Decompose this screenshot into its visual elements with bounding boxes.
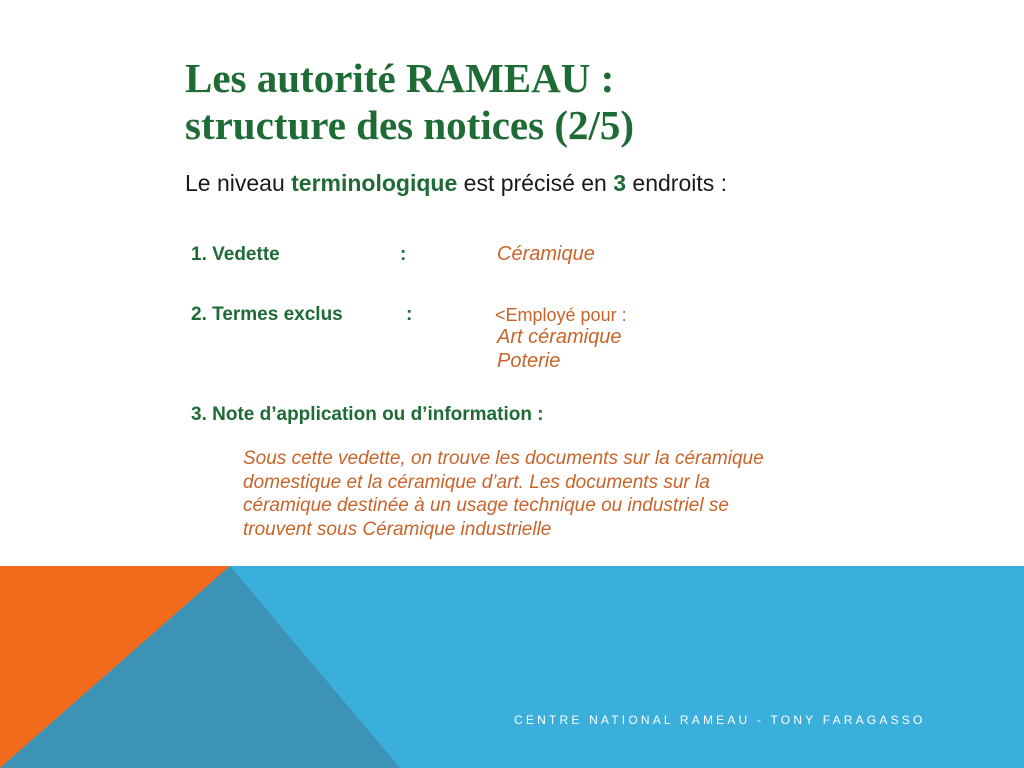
intro-count: 3 xyxy=(613,170,627,196)
termes-exclus-value-2: Poterie xyxy=(497,350,561,372)
decorative-triangles xyxy=(0,566,1024,768)
note-line: domestique et la céramique d’art. Les documents sur la xyxy=(243,471,710,493)
intro-part-3: endroits : xyxy=(626,170,728,196)
title-line-1: Les autorité RAMEAU : xyxy=(185,55,615,101)
note-text xyxy=(243,447,863,541)
vedette-value: Céramique xyxy=(497,243,595,265)
note-line: céramique destinée à un usage technique ou industriel se xyxy=(243,495,729,516)
note-label: 3. Note d’application ou d’information : xyxy=(191,404,544,425)
employe-pour-text: <Employé pour : xyxy=(495,305,627,325)
vedette-colon: : xyxy=(400,244,407,265)
termes-exclus-value-1: Art céramique xyxy=(497,326,622,348)
termes-exclus-colon: : xyxy=(406,304,413,325)
footer-credit: CENTRE NATIONAL RAMEAU - TONY FARAGASSO xyxy=(514,713,926,727)
note-line: Sous cette vedette, on trouve les documents sur la céramique xyxy=(243,448,764,469)
bottom-band xyxy=(0,566,1024,768)
intro-part-1: Le niveau xyxy=(185,170,292,196)
title-line-2: structure des notices (2/5) xyxy=(185,102,635,148)
intro-term: terminologique xyxy=(291,170,458,196)
termes-exclus-label: 2. Termes exclus xyxy=(191,304,343,325)
vedette-label: 1. Vedette xyxy=(191,244,280,265)
slide-title xyxy=(185,55,885,149)
intro-text xyxy=(185,170,727,197)
note-line: trouvent sous Céramique industrielle xyxy=(243,518,552,540)
intro-part-2: est précisé en xyxy=(457,170,614,196)
